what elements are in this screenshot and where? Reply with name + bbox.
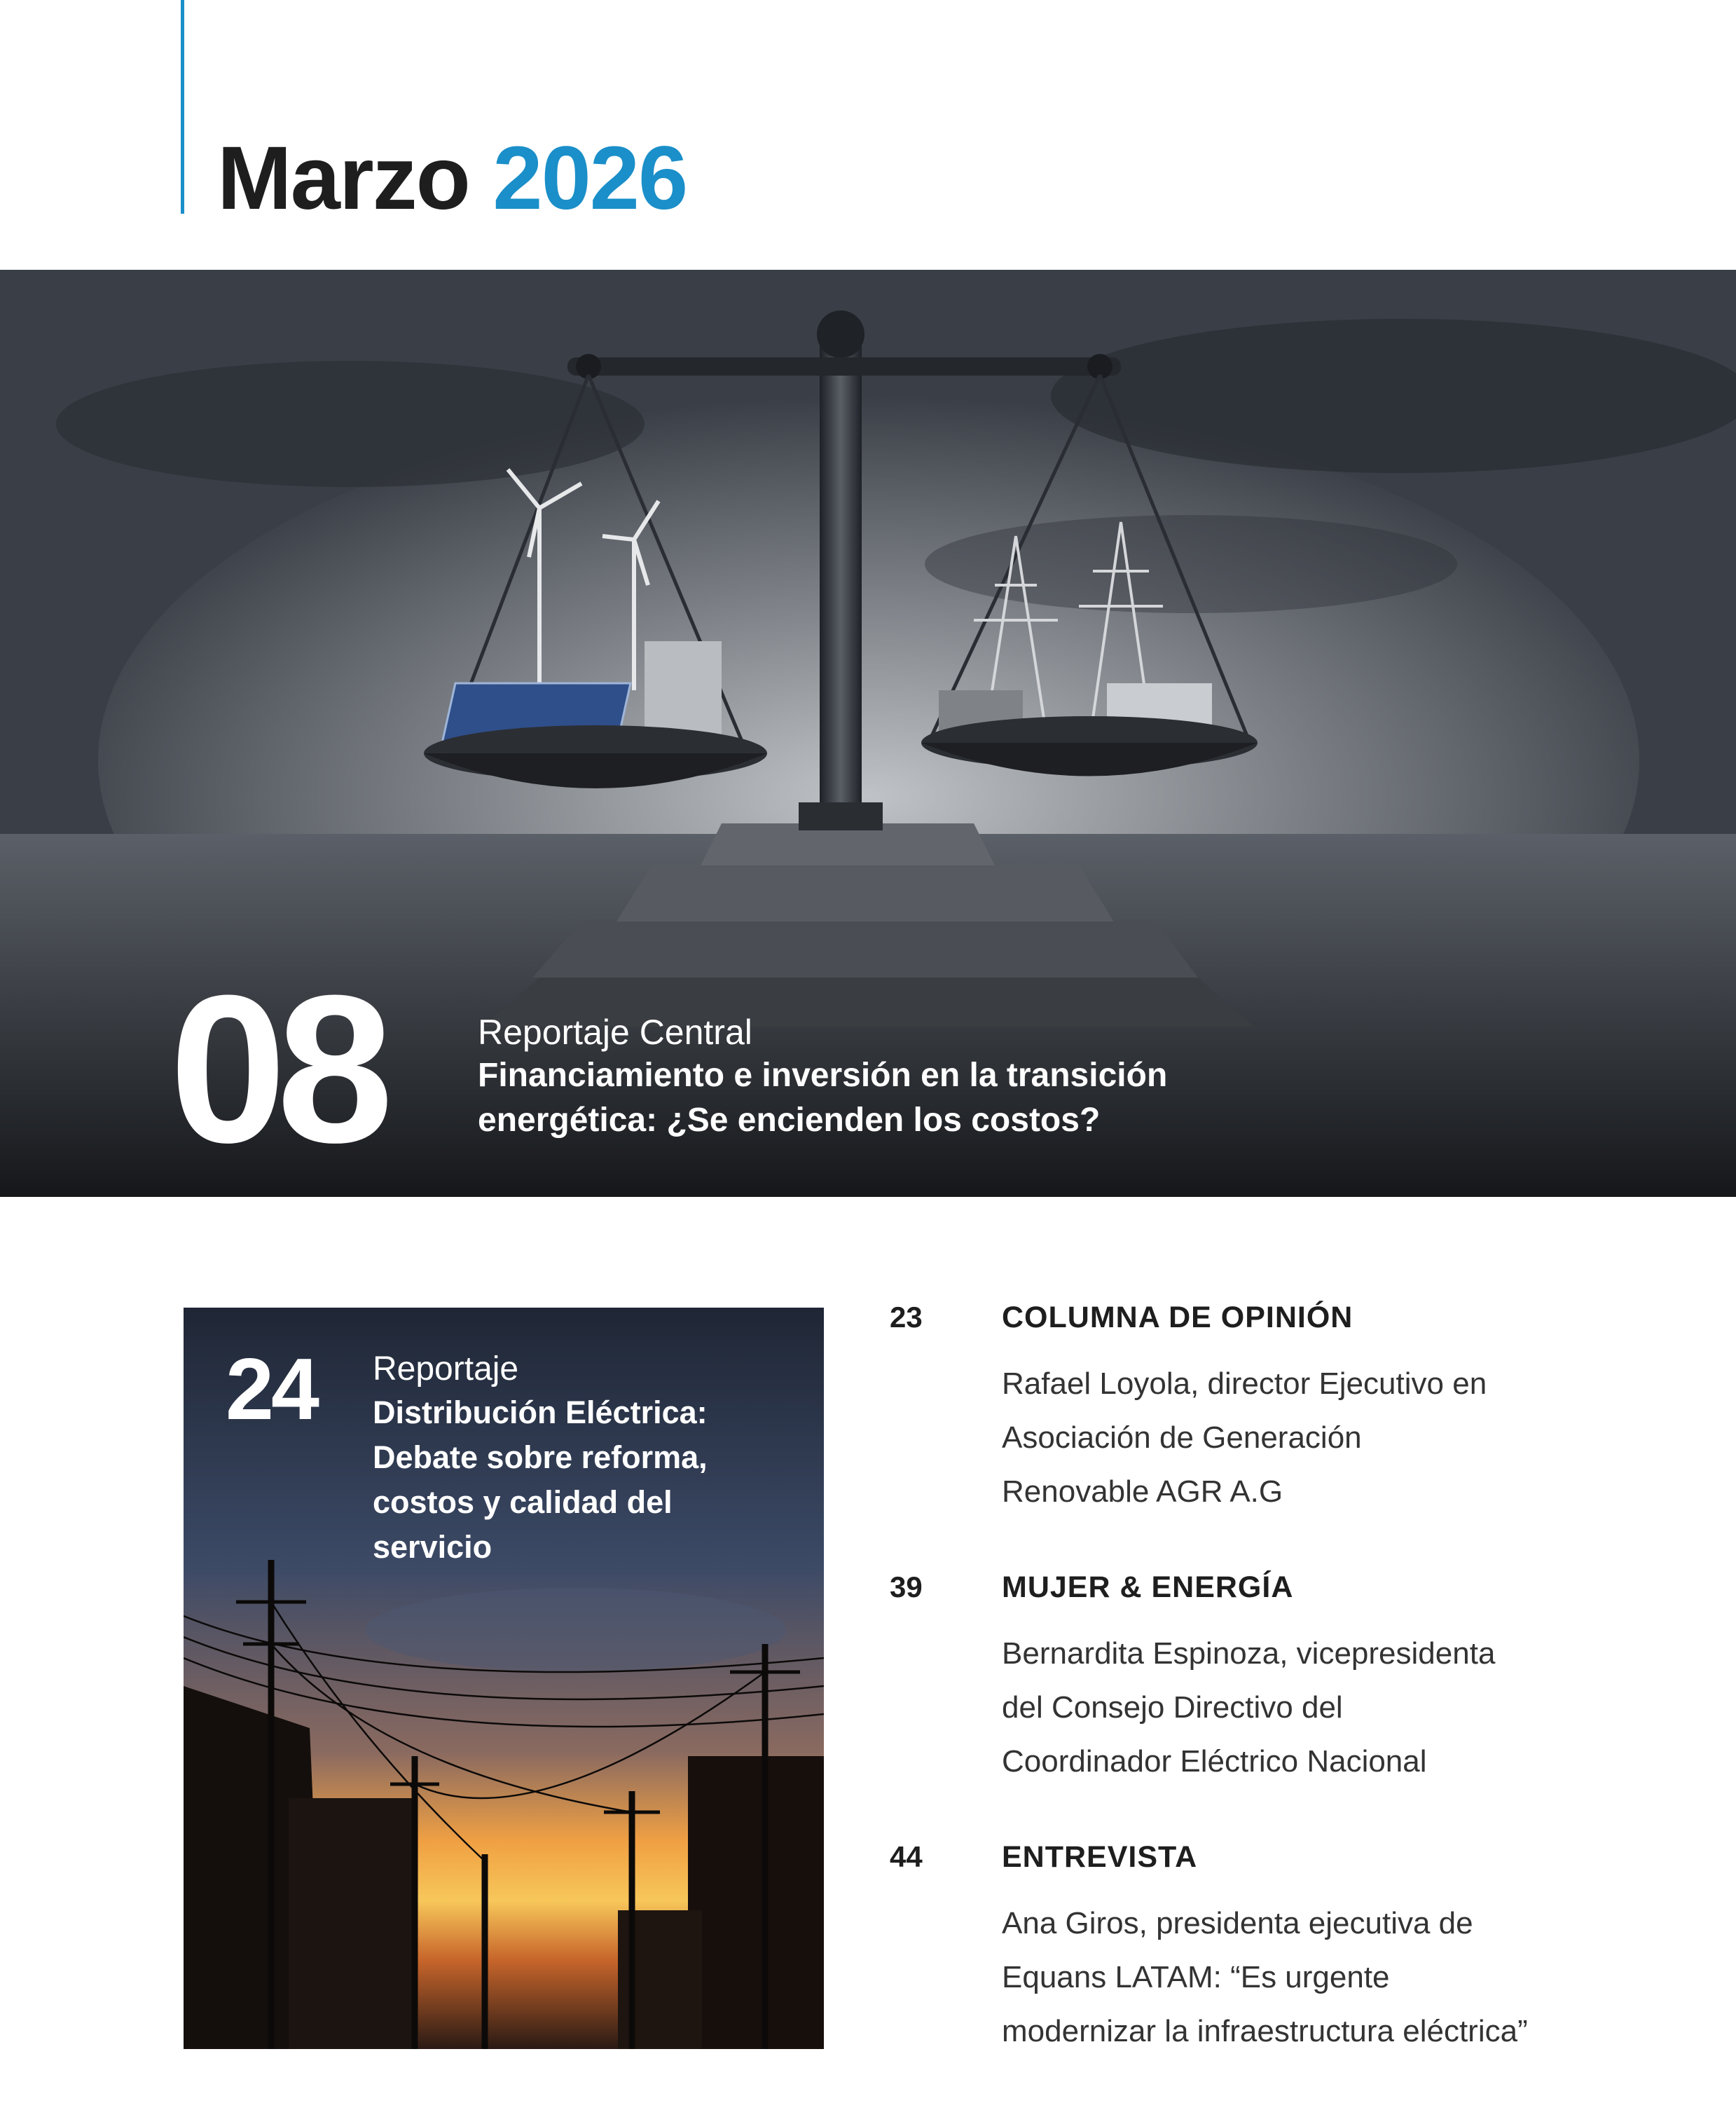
feature-headline-line: Debate sobre reforma,	[373, 1439, 708, 1475]
toc-description-line: Ana Giros, presidenta ejecutiva de	[1002, 1906, 1473, 1940]
issue-title	[217, 125, 687, 233]
toc-description-line: Rafael Loyola, director Ejecutivo en	[1002, 1366, 1487, 1401]
hero-page-number: 08	[170, 951, 384, 1186]
hero-feature[interactable]	[0, 270, 1736, 1197]
feature-headline-line: servicio	[373, 1528, 492, 1565]
feature-headline[interactable]	[373, 1390, 793, 1570]
toc-page-number: 44	[890, 1840, 923, 1873]
feature-page-number: 24	[226, 1341, 317, 1438]
hero-headline-line: energética: ¿Se encienden los costos?	[478, 1102, 1101, 1139]
toc-description-line: Asociación de Generación	[1002, 1420, 1362, 1455]
toc-description-line: Coordinador Eléctrico Nacional	[1002, 1744, 1427, 1779]
toc-description-line: del Consejo Directivo del	[1002, 1690, 1343, 1725]
feature-headline-line: Distribución Eléctrica:	[373, 1395, 708, 1430]
feature-headline-line: costos y calidad del	[373, 1484, 673, 1520]
issue-year: 2026	[492, 128, 687, 228]
hero-kicker: Reportaje Central	[478, 1013, 752, 1052]
toc-description-line: modernizar la infraestructura eléctrica”	[1002, 2014, 1528, 2048]
feature-text	[373, 1348, 793, 1570]
toc-description	[1002, 1626, 1632, 1788]
toc-section-title: COLUMNA DE OPINIÓN	[1002, 1301, 1353, 1334]
toc-item-opinion[interactable]	[890, 1301, 1695, 1570]
toc-description	[1002, 1896, 1632, 2058]
feature-kicker: Reportaje	[373, 1350, 519, 1388]
toc-section-title: ENTREVISTA	[1002, 1840, 1198, 1874]
toc-item-mujer-energia[interactable]	[890, 1570, 1695, 1840]
toc-description-line: Equans LATAM: “Es urgente	[1002, 1960, 1390, 1994]
issue-month: Marzo	[217, 128, 469, 228]
toc-description-line: Bernardita Espinoza, vicepresidenta	[1002, 1636, 1496, 1671]
accent-line	[181, 0, 184, 214]
toc-page-number: 39	[890, 1570, 923, 1603]
toc-section-title: MUJER & ENERGÍA	[1002, 1570, 1294, 1604]
toc-description-line: Renovable AGR A.G	[1002, 1474, 1283, 1509]
hero-text	[478, 1011, 1318, 1144]
toc-page-number: 23	[890, 1301, 923, 1334]
hero-headline[interactable]	[478, 1053, 1318, 1144]
toc-list	[890, 1301, 1695, 2110]
feature-card[interactable]	[184, 1308, 824, 2049]
toc-item-entrevista[interactable]	[890, 1840, 1695, 2110]
toc-description	[1002, 1357, 1632, 1519]
hero-headline-line: Financiamiento e inversión en la transición	[478, 1057, 1168, 1094]
